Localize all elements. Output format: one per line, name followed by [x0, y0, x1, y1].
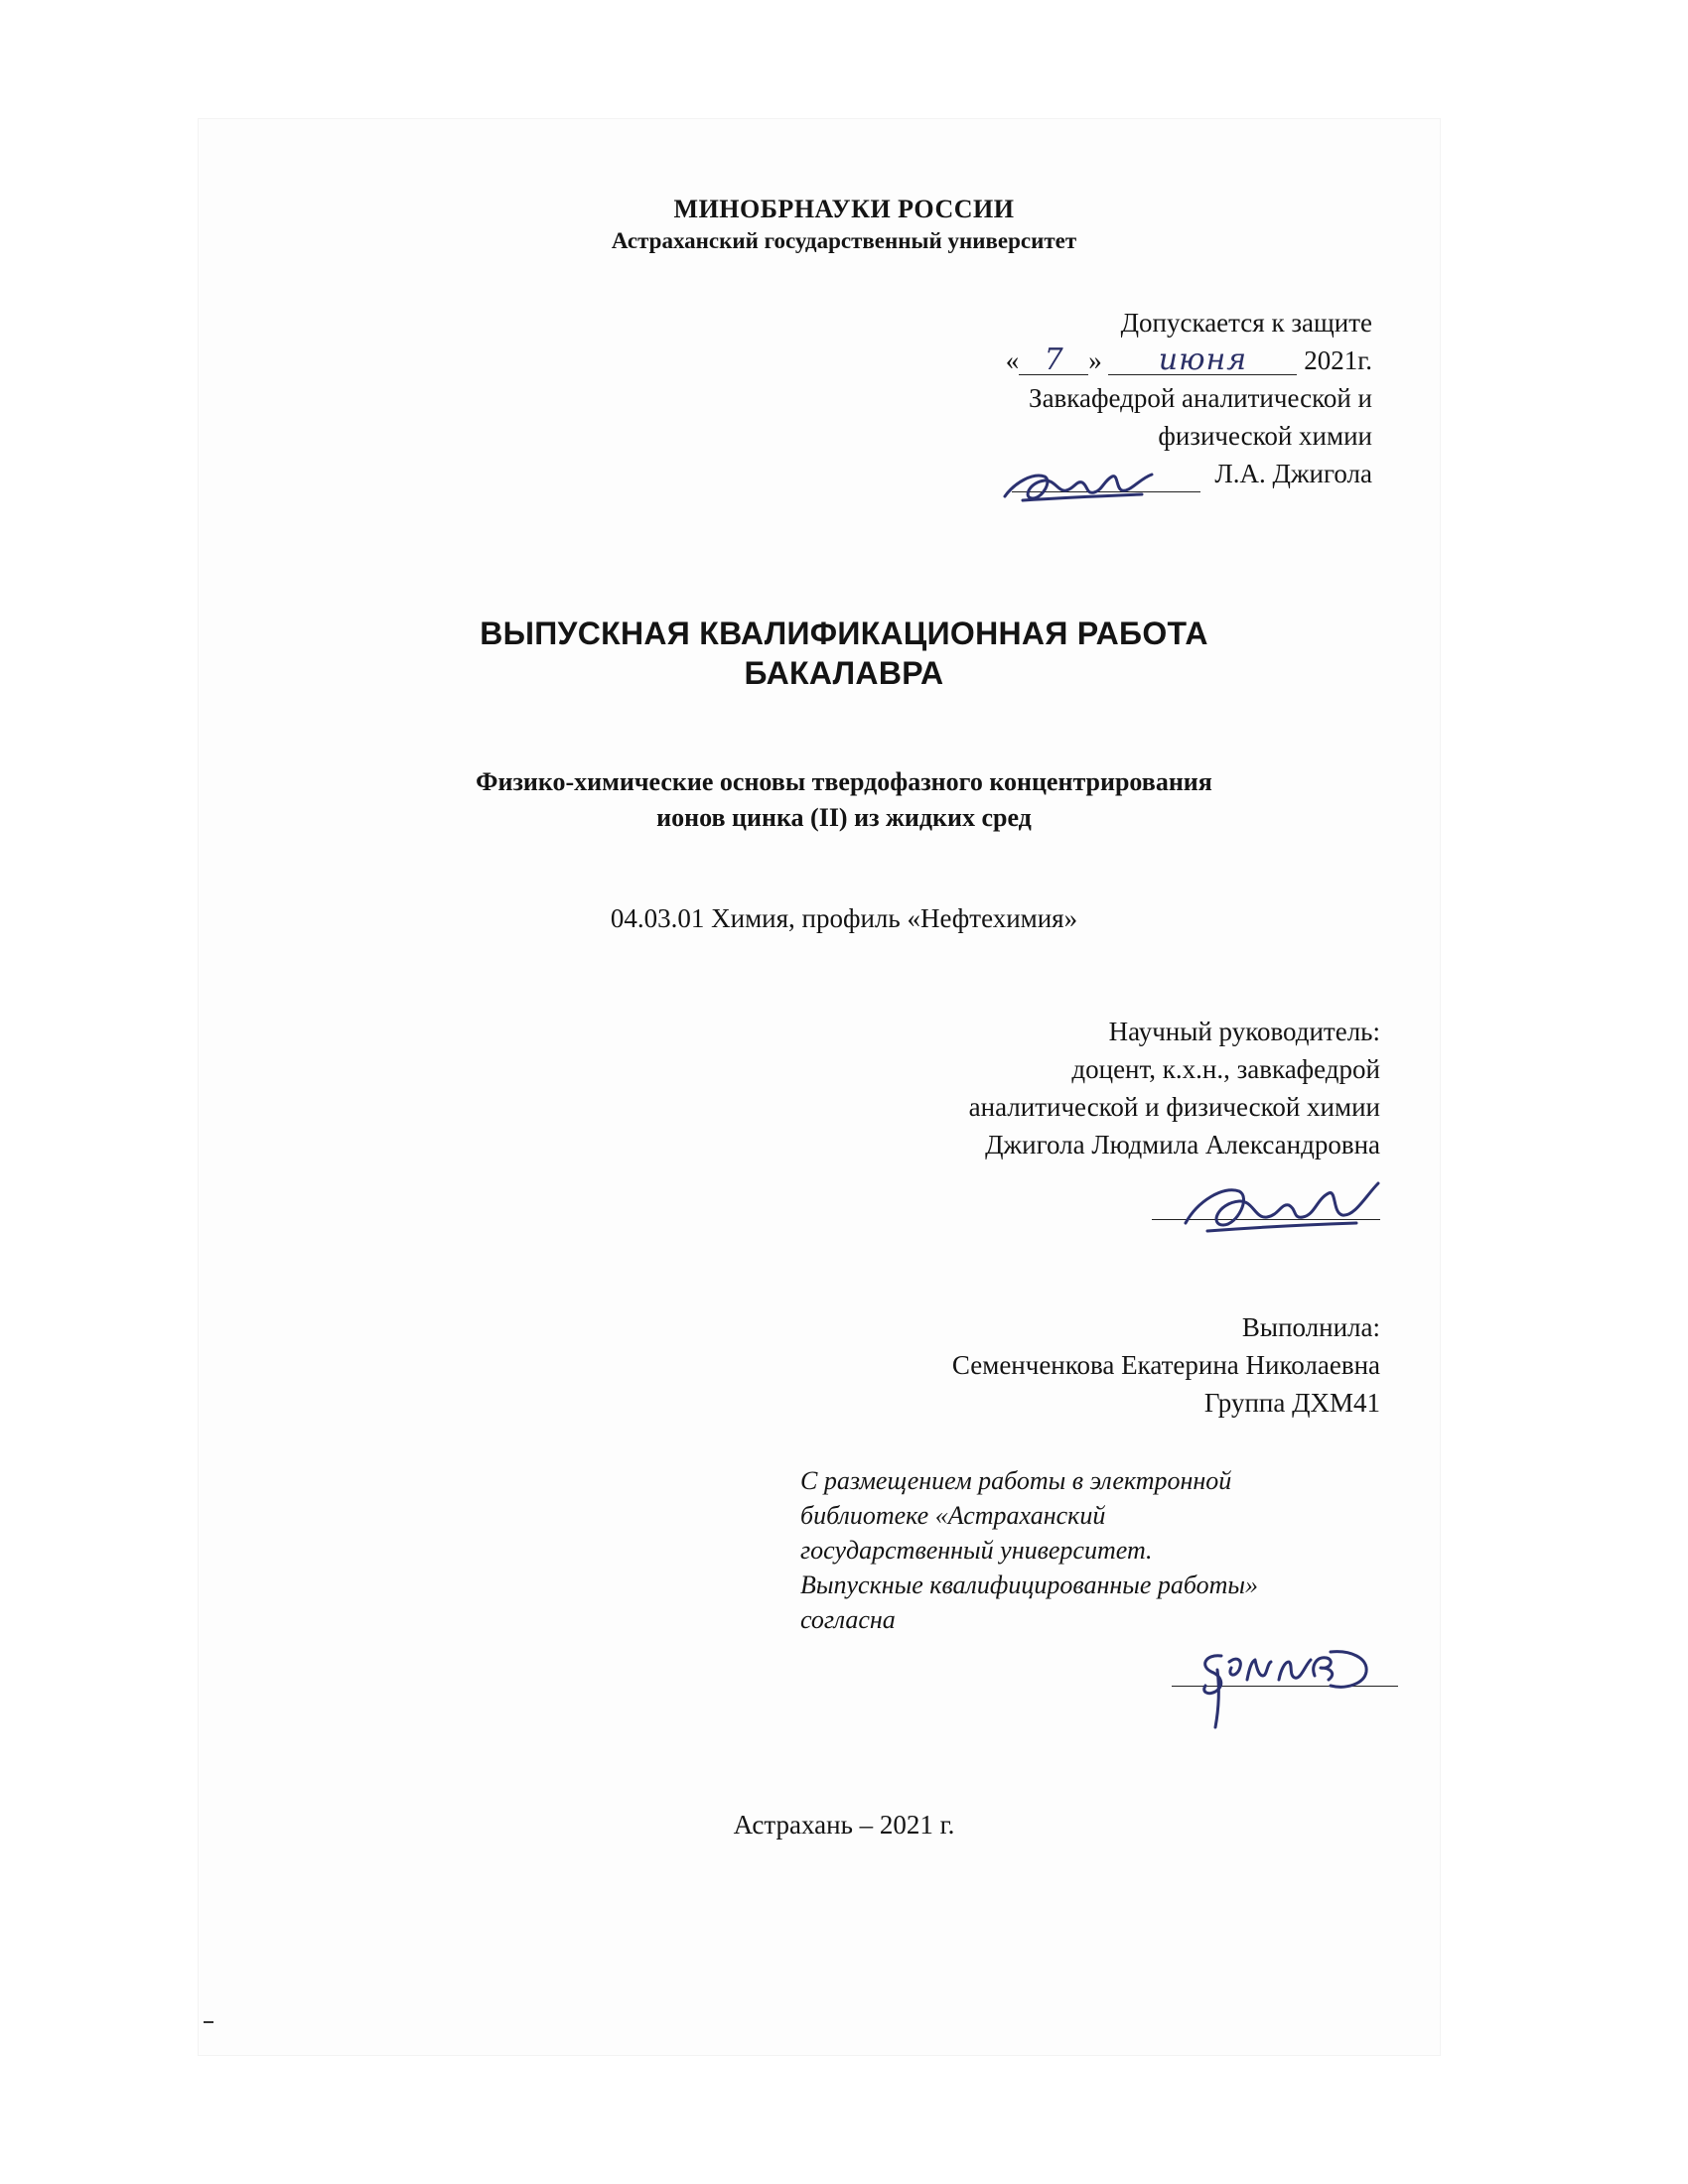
supervisor-name: Джигола Людмила Александровна	[985, 1130, 1380, 1160]
thesis-topic-line-1: Физико-химические основы твердофазного концентрирования	[476, 767, 1212, 796]
student-name: Семенченкова Екатерина Николаевна	[951, 1350, 1380, 1380]
consent-line-3: государственный университет.	[800, 1536, 1153, 1565]
document-title-line-2: БАКАЛАВРА	[744, 655, 944, 691]
approval-day: 7	[1019, 346, 1088, 375]
consent-line-4: Выпускные квалифицированные работы»	[800, 1570, 1259, 1599]
head-signature	[993, 459, 1162, 508]
consent-statement	[800, 1463, 1396, 1637]
thesis-topic-line-2: ионов цинка (II) из жидких сред	[656, 803, 1032, 832]
approval-month: июня	[1108, 346, 1297, 375]
scan-mark	[204, 2021, 213, 2023]
student-block	[952, 1308, 1380, 1422]
consent-line-2: библиотеке «Астраханский	[800, 1501, 1106, 1530]
consent-line-5: согласна	[800, 1605, 896, 1634]
city-year: Астрахань – 2021 г.	[733, 1810, 955, 1840]
supervisor-signature	[1168, 1173, 1386, 1243]
approval-year: 2021г.	[1304, 345, 1372, 375]
approval-line-4: физической химии	[1158, 421, 1372, 451]
quote-open: «	[1005, 345, 1020, 375]
university-name: Астраханский государственный университет	[611, 228, 1077, 253]
student-signature	[1182, 1636, 1380, 1735]
supervisor-position: доцент, к.х.н., завкафедрой	[1071, 1054, 1380, 1084]
student-label: Выполнила:	[1241, 1312, 1380, 1342]
student-group: Группа ДХМ41	[1203, 1388, 1380, 1418]
consent-line-1: С размещением работы в электронной	[800, 1466, 1232, 1495]
document-title-line-1: ВЫПУСКНАЯ КВАЛИФИКАЦИОННАЯ РАБОТА	[480, 615, 1208, 651]
head-name: Л.А. Джигола	[1214, 459, 1372, 488]
quote-close: »	[1088, 345, 1102, 375]
supervisor-department: аналитической и физической химии	[968, 1092, 1380, 1122]
approval-line-3: Завкафедрой аналитической и	[1029, 383, 1372, 413]
approval-line-1: Допускается к защите	[1120, 308, 1372, 338]
supervisor-label: Научный руководитель:	[1108, 1017, 1380, 1046]
thesis-topic	[0, 764, 1688, 836]
ministry-heading: МИНОБРНАУКИ РОССИИ	[673, 195, 1015, 223]
approval-date-line	[1006, 341, 1372, 379]
study-profile: 04.03.01 Химия, профиль «Нефтехимия»	[610, 903, 1078, 933]
supervisor-block	[969, 1013, 1380, 1163]
